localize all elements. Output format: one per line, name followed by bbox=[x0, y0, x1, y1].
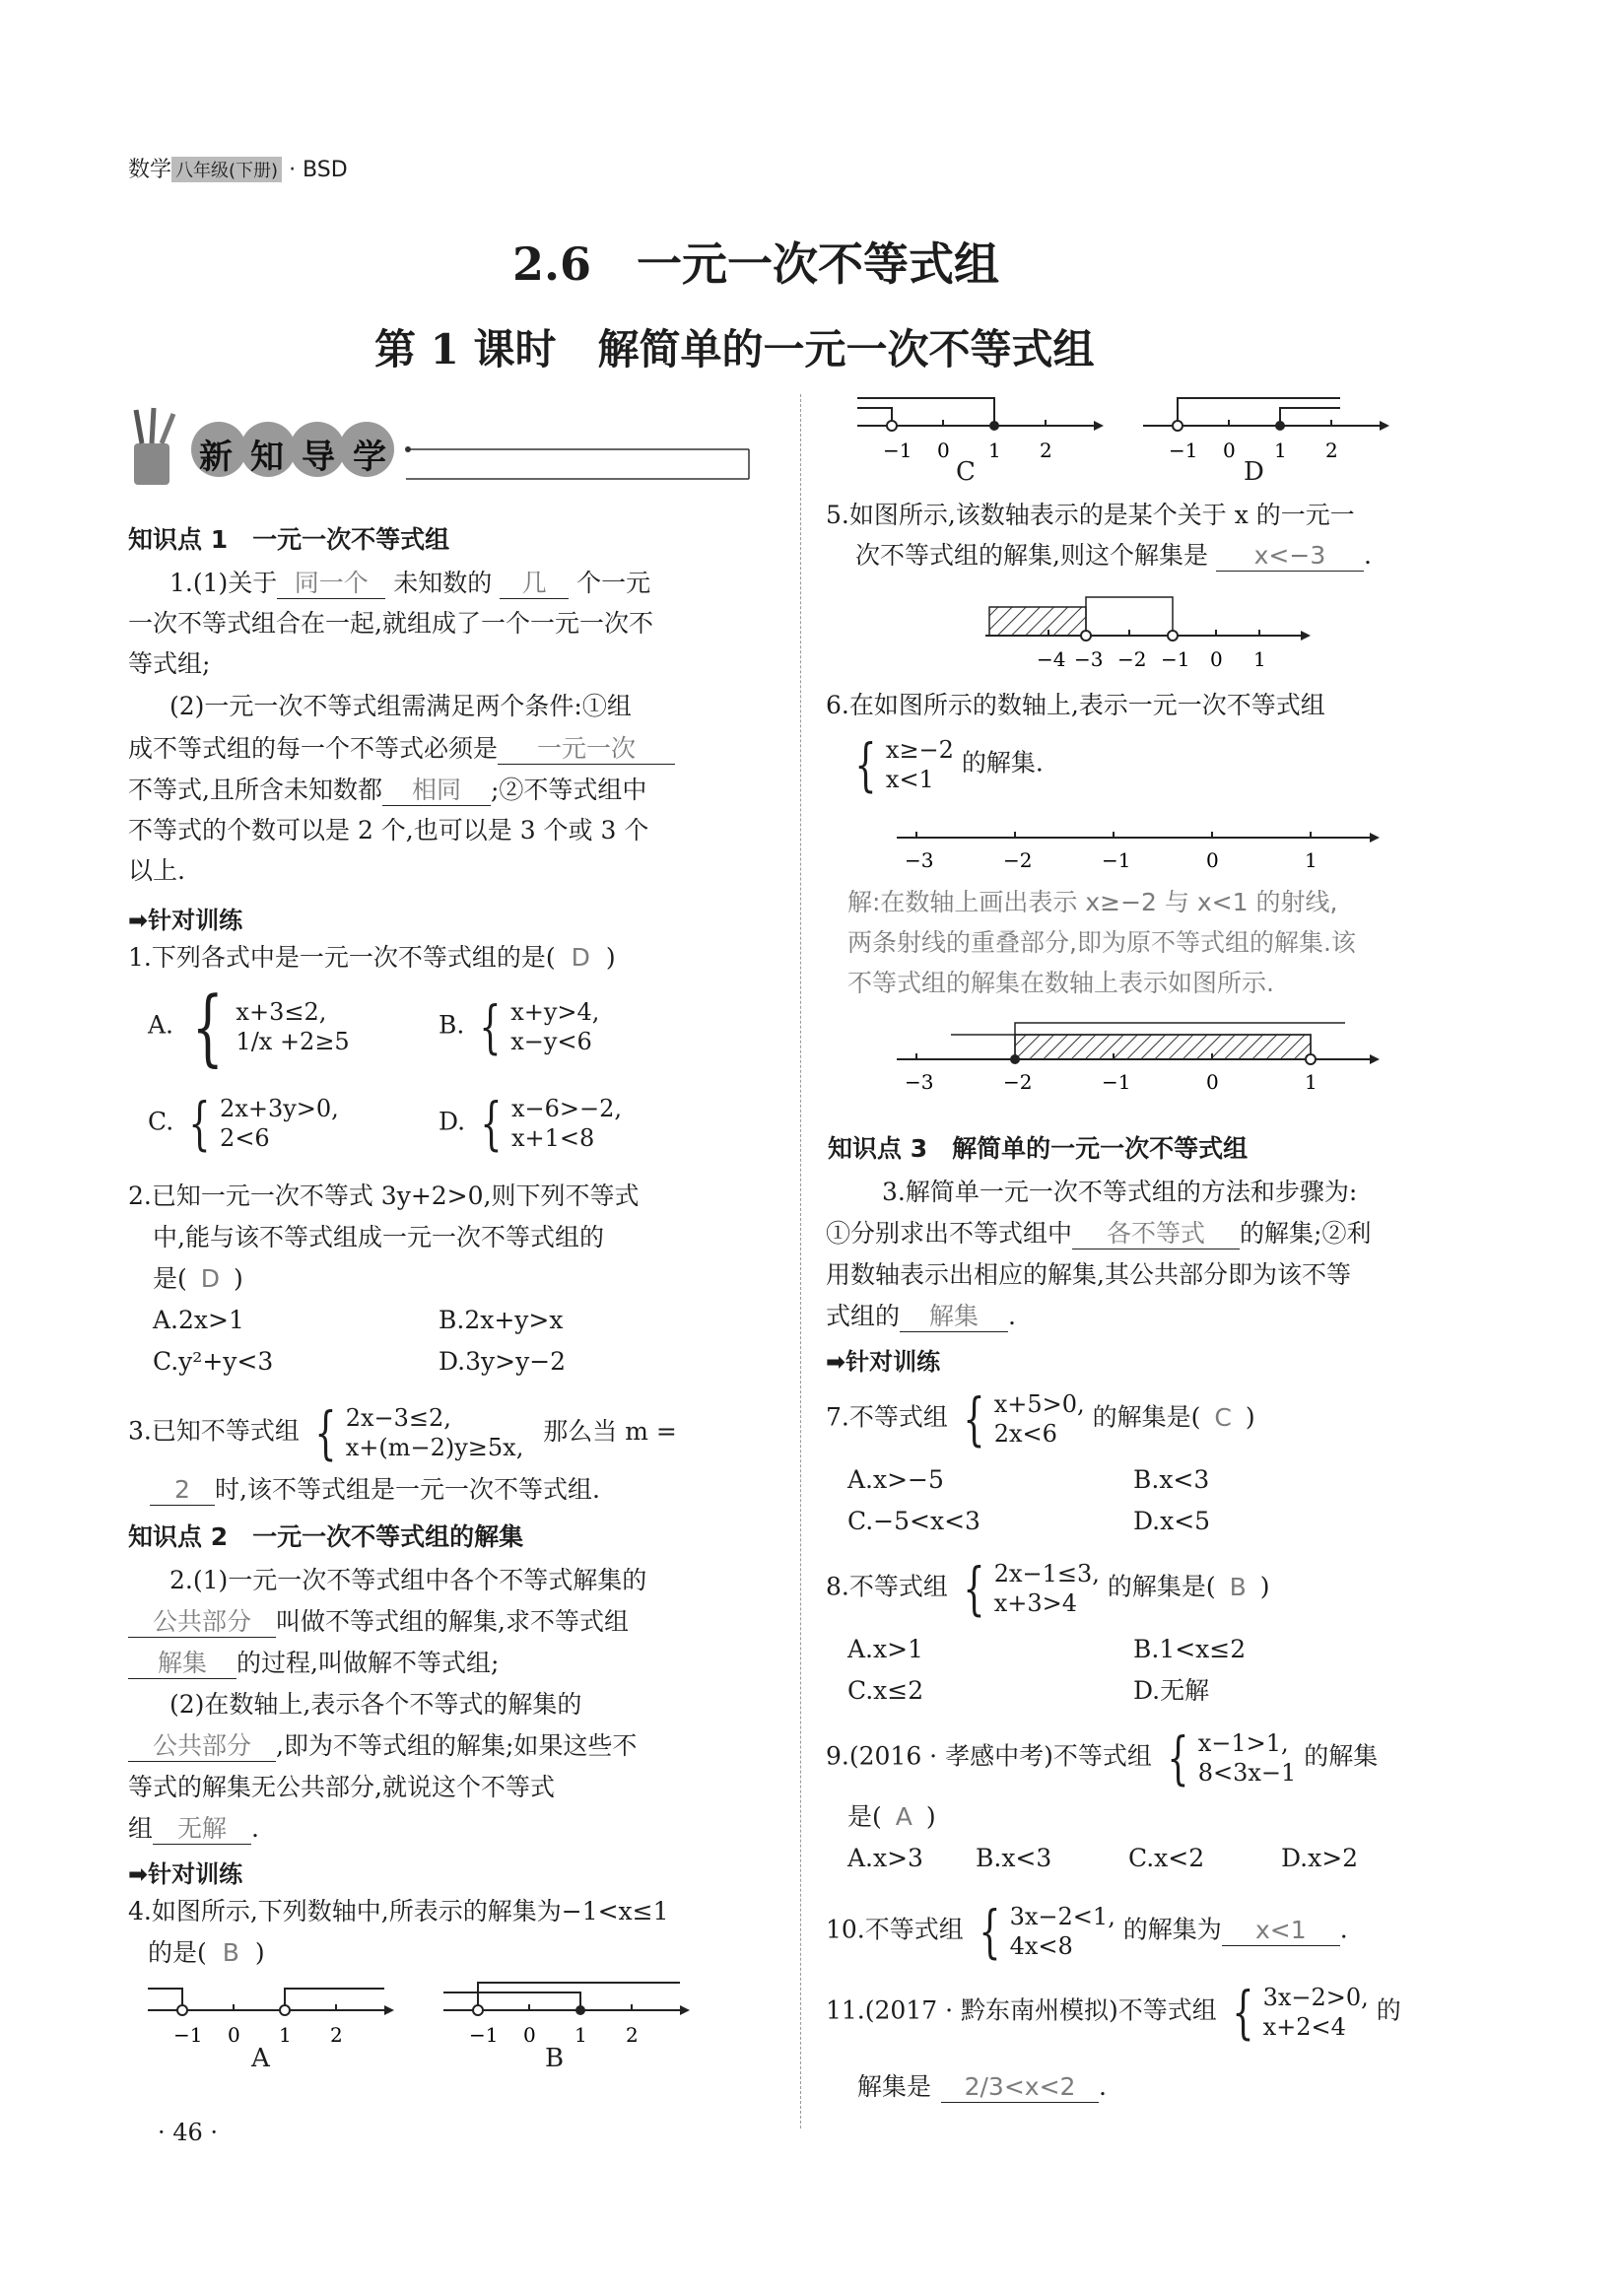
lesson-title: 第 1 课时 解简单的一元一次不等式组 bbox=[374, 325, 1095, 373]
p9-option-b: B.x<3 bbox=[976, 1844, 1052, 1872]
kp2-line4: (2)在数轴上,表示各个不等式的解集的 bbox=[169, 1690, 582, 1719]
answer: B bbox=[1229, 1572, 1247, 1601]
p2-line1: 2.已知一元一次不等式 3y+2>0,则下列不等式 bbox=[128, 1182, 640, 1210]
svg-text:−4: −4 bbox=[1037, 647, 1066, 670]
answer: C bbox=[1214, 1402, 1232, 1432]
p7-option-c: C.−5<x<3 bbox=[847, 1507, 980, 1535]
p9-option-a: A.x>3 bbox=[847, 1844, 923, 1872]
blank: 无解 bbox=[153, 1814, 251, 1845]
svg-text:1: 1 bbox=[1274, 439, 1287, 462]
blank: 公共部分 bbox=[128, 1607, 276, 1638]
svg-text:−1: −1 bbox=[1102, 1070, 1131, 1094]
kp2-line3: 解集 的过程,叫做解不等式组; bbox=[128, 1646, 499, 1681]
svg-text:1: 1 bbox=[279, 2023, 292, 2047]
svg-text:2: 2 bbox=[1325, 439, 1338, 462]
svg-text:−1: −1 bbox=[1102, 848, 1131, 872]
svg-text:1: 1 bbox=[1253, 647, 1266, 670]
svg-text:1: 1 bbox=[988, 439, 1001, 462]
q1-line3: 等式组; bbox=[128, 649, 211, 678]
p4-line2: 的是( B ) bbox=[148, 1938, 265, 1967]
svg-text:0: 0 bbox=[1206, 848, 1219, 872]
answer: D bbox=[200, 1264, 221, 1293]
p9-line2: 是( A ) bbox=[847, 1802, 936, 1831]
p8-stem: 8.不等式组 { 2x−1≤3, x+3>4 的解集是( B ) bbox=[826, 1555, 1270, 1622]
blank: 解集 bbox=[900, 1302, 1008, 1332]
svg-text:−2: −2 bbox=[1117, 647, 1147, 670]
blank: 解集 bbox=[128, 1649, 237, 1679]
kp3-line3: 用数轴表示出相应的解集,其公共部分即为该不等 bbox=[826, 1260, 1351, 1289]
p3-line1: 3.已知不等式组 { 2x−3≤2, x+(m−2)y≥5x, 那么当 m = bbox=[128, 1399, 677, 1466]
p11-line2: 解集是 2/3<x<2 . bbox=[857, 2072, 1107, 2101]
svg-text:0: 0 bbox=[523, 2023, 536, 2047]
p1-option-b: B. { x+y>4, x−y<6 bbox=[439, 993, 600, 1060]
kp2-line2: 公共部分 叫做不等式组的解集,求不等式组 bbox=[128, 1604, 629, 1640]
blank: 各不等式 bbox=[1072, 1219, 1240, 1249]
number-line-p5 bbox=[985, 591, 1320, 670]
p2-option-d: D.3y>y−2 bbox=[439, 1347, 567, 1376]
training-label: ➡针对训练 bbox=[826, 1348, 941, 1376]
header-subject: 数学 bbox=[128, 158, 172, 182]
option-letter: C bbox=[956, 457, 976, 487]
q1-line2: 一次不等式组合在一起,就组成了一个一元一次不 bbox=[128, 609, 653, 638]
p9-option-d: D.x>2 bbox=[1281, 1844, 1359, 1872]
svg-text:−1: −1 bbox=[1169, 439, 1198, 462]
blank: x<1 bbox=[1222, 1916, 1340, 1946]
svg-text:−2: −2 bbox=[1003, 848, 1033, 872]
p6-line1: 6.在如图所示的数轴上,表示一元一次不等式组 bbox=[826, 691, 1325, 719]
running-header bbox=[128, 153, 348, 183]
p1-option-c: C. { 2x+3y>0, 2<6 bbox=[148, 1090, 339, 1157]
column-divider bbox=[800, 394, 801, 2128]
svg-text:2: 2 bbox=[1040, 439, 1052, 462]
kp2-heading: 知识点 2 一元一次不等式组的解集 bbox=[128, 1522, 524, 1551]
p2-option-a: A.2x>1 bbox=[153, 1306, 244, 1334]
svg-text:2: 2 bbox=[330, 2023, 343, 2047]
option-letter: B bbox=[545, 2044, 565, 2073]
svg-text:0: 0 bbox=[1210, 647, 1223, 670]
p8-option-b: B.1<x≤2 bbox=[1133, 1635, 1247, 1663]
banner bbox=[128, 404, 759, 491]
svg-text:−1: −1 bbox=[883, 439, 912, 462]
p5-line1: 5.如图所示,该数轴表示的是某个关于 x 的一元一 bbox=[826, 501, 1355, 529]
q1-line5: 成不等式组的每一个不等式必须是 一元一次 bbox=[128, 731, 675, 767]
svg-text:0: 0 bbox=[1223, 439, 1236, 462]
kp2-line5: 公共部分 ,即为不等式组的解集;如果这些不 bbox=[128, 1728, 637, 1764]
kp3-line2: ①分别求出不等式组中 各不等式 的解集;②利 bbox=[826, 1219, 1372, 1248]
svg-text:0: 0 bbox=[1206, 1070, 1219, 1094]
q1-line8: 以上. bbox=[128, 856, 185, 885]
option-letter: D bbox=[1244, 457, 1264, 487]
p9-option-c: C.x<2 bbox=[1128, 1844, 1205, 1872]
p2-option-c: C.y²+y<3 bbox=[153, 1347, 274, 1376]
p3-line2: 2 时,该不等式组是一元一次不等式组. bbox=[150, 1472, 600, 1508]
blank: 相同 bbox=[382, 776, 491, 806]
number-line-p4-b bbox=[434, 1971, 690, 2050]
p8-option-a: A.x>1 bbox=[847, 1635, 923, 1663]
kp3-heading: 知识点 3 解简单的一元一次不等式组 bbox=[828, 1134, 1249, 1163]
number-line-p4-d bbox=[1133, 386, 1389, 465]
p11-stem: 11.(2017 · 黔东南州模拟)不等式组 { 3x−2>0, x+2<4 的 bbox=[826, 1979, 1401, 2046]
kp3-line1: 3.解简单一元一次不等式组的方法和步骤为: bbox=[882, 1178, 1358, 1206]
number-line-p6-solution bbox=[892, 1015, 1385, 1094]
svg-text:−3: −3 bbox=[905, 1070, 934, 1094]
option-letter: A bbox=[251, 2044, 270, 2073]
p1-stem: 1.下列各式中是一元一次不等式组的是( D ) bbox=[128, 943, 616, 972]
kp2-line6: 等式的解集无公共部分,就说这个不等式 bbox=[128, 1773, 555, 1801]
svg-text:−1: −1 bbox=[173, 2023, 203, 2047]
p7-option-a: A.x>−5 bbox=[847, 1465, 944, 1494]
p7-option-b: B.x<3 bbox=[1133, 1465, 1210, 1494]
header-grade: 八年级(下册) bbox=[171, 157, 282, 182]
p4-line1: 4.如图所示,下列数轴中,所表示的解集为−1<x≤1 bbox=[128, 1897, 669, 1925]
p8-option-d: D.无解 bbox=[1133, 1676, 1210, 1705]
number-line-p4-a bbox=[138, 1971, 394, 2050]
section-title: 2.6 一元一次不等式组 bbox=[512, 237, 1000, 291]
training-label: ➡针对训练 bbox=[128, 1860, 243, 1888]
svg-text:2: 2 bbox=[626, 2023, 639, 2047]
kp1-heading: 知识点 1 一元一次不等式组 bbox=[128, 525, 450, 554]
header-suffix: · BSD bbox=[289, 158, 348, 182]
q1-line4: (2)一元一次不等式组需满足两个条件:①组 bbox=[169, 692, 632, 720]
p7-stem: 7.不等式组 { x+5>0, 2x<6 的解集是( C ) bbox=[826, 1385, 1255, 1452]
page-number: · 46 · bbox=[158, 2119, 219, 2146]
svg-text:−3: −3 bbox=[1074, 647, 1104, 670]
q1-line7: 不等式的个数可以是 2 个,也可以是 3 个或 3 个 bbox=[128, 816, 649, 844]
p6-solution-line3: 不等式组的解集在数轴上表示如图所示. bbox=[847, 969, 1274, 997]
svg-text:0: 0 bbox=[228, 2023, 240, 2047]
blank: 同一个 bbox=[277, 569, 385, 599]
svg-text:0: 0 bbox=[937, 439, 950, 462]
blank: 公共部分 bbox=[128, 1731, 276, 1762]
number-line-p6-blank bbox=[892, 818, 1385, 881]
banner-label: 新知导学 bbox=[199, 438, 404, 477]
svg-text:1: 1 bbox=[1305, 1070, 1318, 1094]
svg-text:−1: −1 bbox=[469, 2023, 499, 2047]
blank: 几 bbox=[500, 569, 569, 599]
p9-stem: 9.(2016 · 孝感中考)不等式组 { x−1>1, 8<3x−1 的解集 bbox=[826, 1724, 1379, 1791]
p6-solution-line1: 解:在数轴上画出表示 x≥−2 与 x<1 的射线, bbox=[847, 888, 1338, 916]
svg-text:1: 1 bbox=[574, 2023, 587, 2047]
blank: x<−3 bbox=[1216, 541, 1364, 572]
answer: B bbox=[222, 1938, 239, 1967]
number-line-p4-c bbox=[847, 386, 1104, 465]
p6-system: { x≥−2 x<1 的解集. bbox=[854, 731, 1044, 798]
svg-text:−3: −3 bbox=[905, 848, 934, 872]
p10-stem: 10.不等式组 { 3x−2<1, 4x<8 的解集为 x<1 . bbox=[826, 1898, 1348, 1965]
svg-text:1: 1 bbox=[1305, 848, 1318, 872]
p1-option-a: A. { x+3≤2, 1/x +2≥5 bbox=[148, 979, 350, 1075]
blank: 2 bbox=[150, 1475, 215, 1506]
p7-option-d: D.x<5 bbox=[1133, 1507, 1211, 1535]
training-label: ➡针对训练 bbox=[128, 907, 243, 934]
q1-line1: 1.(1)关于 同一个 未知数的 几 个一元 bbox=[169, 569, 651, 597]
p8-option-c: C.x≤2 bbox=[847, 1676, 924, 1705]
kp2-line1: 2.(1)一元一次不等式组中各个不等式解集的 bbox=[169, 1566, 647, 1594]
svg-text:−1: −1 bbox=[1161, 647, 1190, 670]
kp2-line7: 组 无解 . bbox=[128, 1814, 259, 1843]
p2-line3: 是( D ) bbox=[153, 1264, 243, 1293]
p5-line2: 次不等式组的解集,则这个解集是 x<−3 . bbox=[855, 541, 1372, 570]
p2-option-b: B.2x+y>x bbox=[439, 1306, 564, 1334]
blank: 一元一次 bbox=[498, 734, 675, 765]
p1-option-d: D. { x−6>−2, x+1<8 bbox=[439, 1090, 622, 1157]
svg-text:−2: −2 bbox=[1003, 1070, 1033, 1094]
q1-line6: 不等式,且所含未知数都 相同 ;②不等式组中 bbox=[128, 776, 647, 804]
blank: 2/3<x<2 bbox=[941, 2072, 1099, 2103]
answer: D bbox=[571, 943, 590, 972]
p6-solution-line2: 两条射线的重叠部分,即为原不等式组的解集.该 bbox=[847, 928, 1356, 957]
answer: A bbox=[895, 1802, 912, 1831]
p2-line2: 中,能与该不等式组成一元一次不等式组的 bbox=[153, 1223, 604, 1251]
kp3-line4: 式组的 解集 . bbox=[826, 1302, 1016, 1330]
